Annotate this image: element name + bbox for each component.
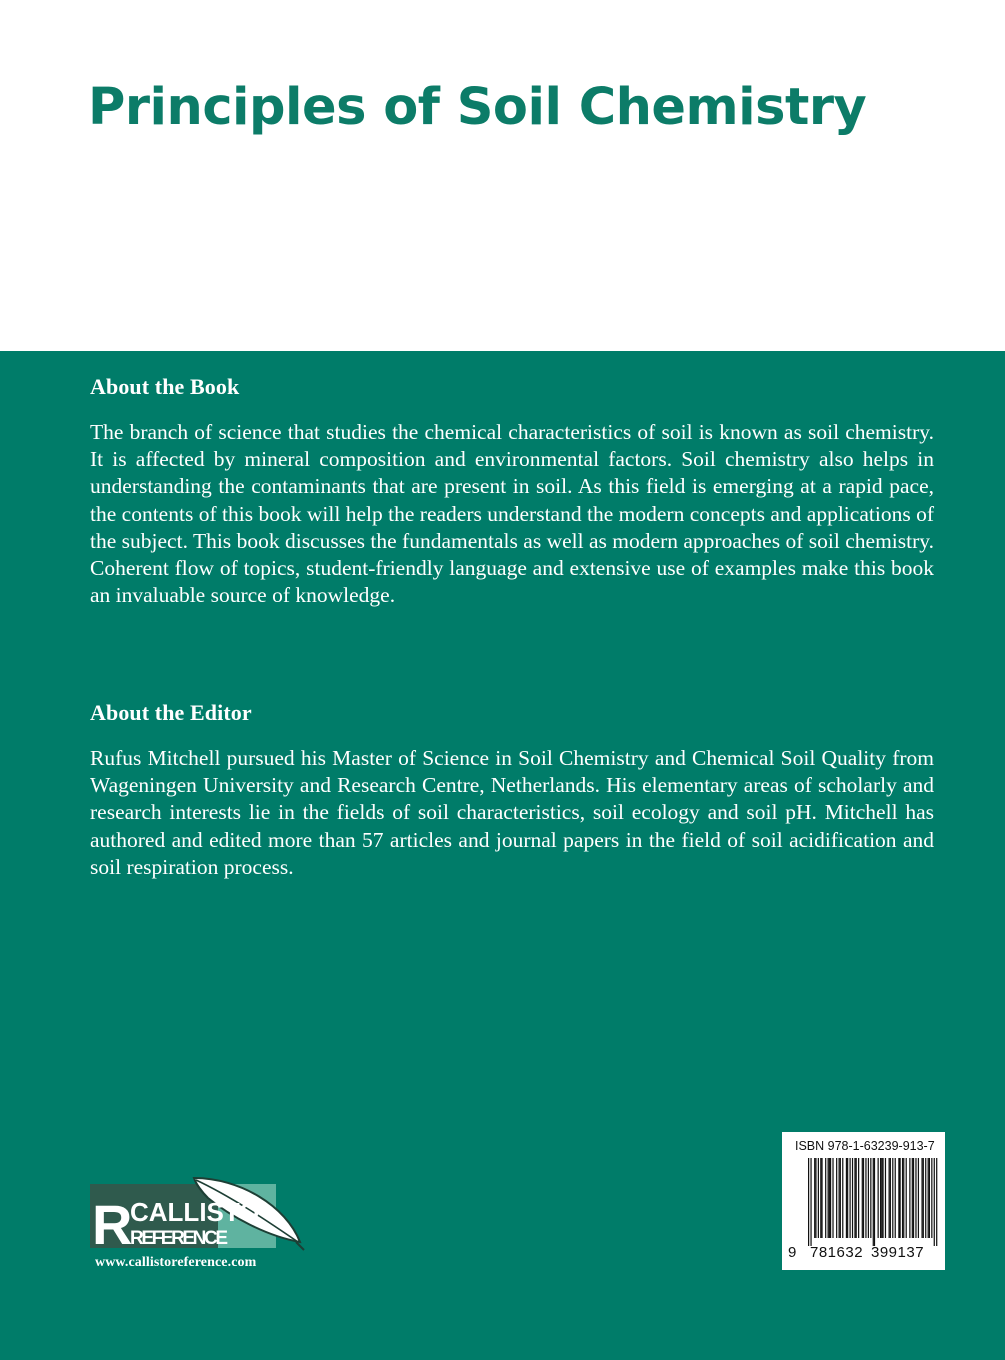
barcode-bar: [903, 1158, 904, 1238]
barcode-bar: [900, 1158, 901, 1238]
barcode-bar: [881, 1158, 882, 1238]
barcode-bar: [889, 1158, 890, 1238]
barcode-bar: [820, 1158, 821, 1238]
cover-top-area: [0, 0, 1005, 351]
about-book-heading: About the Book: [90, 374, 240, 399]
barcode-bar: [925, 1158, 926, 1238]
publisher-website: www.callistoreference.com: [95, 1255, 257, 1270]
barcode-bar: [931, 1158, 932, 1238]
barcode-bar: [808, 1158, 809, 1246]
barcode-bar: [912, 1158, 913, 1238]
barcode-bar: [921, 1158, 922, 1238]
barcode-bar: [902, 1158, 903, 1238]
barcode-bar: [849, 1158, 850, 1238]
barcode-bar: [852, 1158, 853, 1238]
barcode-bar: [828, 1158, 829, 1238]
barcode-bar: [818, 1158, 819, 1238]
about-editor-heading: About the Editor: [90, 700, 252, 725]
about-book-text: The branch of science that studies the chemical characteristics of soil is known as soil chemistry. It is affected by mineral composition and environmental factors. Soil chemistry also helps in understanding the contaminants that are present in soil. As this field is emerging at a rapid pace, the contents of this book will help the readers understand the modern concepts and applications of the subject. This book discusses the fundamentals as well as modern approaches of soil chemistry. Coherent flow of topics, student-friendly language and extensive use of examples make this book an invaluable source of knowledge.: [90, 420, 934, 608]
publisher-logo-graphic: [90, 1176, 310, 1256]
barcode-bar: [873, 1158, 874, 1246]
publisher-logo: [90, 1176, 310, 1256]
barcode-bar: [928, 1158, 929, 1238]
barcode-bar: [863, 1158, 864, 1238]
barcode-bar: [836, 1158, 837, 1238]
barcode-bar: [878, 1158, 879, 1238]
barcode-bar: [892, 1158, 893, 1238]
isbn-barcode: [782, 1132, 945, 1270]
barcode-bar: [913, 1158, 914, 1238]
barcode-bar: [830, 1158, 831, 1238]
barcode-bar: [870, 1158, 871, 1238]
barcode-bar: [918, 1158, 919, 1238]
barcode-bar: [936, 1158, 937, 1246]
barcode-bar: [929, 1158, 930, 1238]
barcode-bar: [829, 1158, 830, 1238]
barcode-bar: [832, 1158, 833, 1238]
barcode-bar: [858, 1158, 859, 1238]
logo-text-callisto: CALLISTO: [130, 1197, 260, 1227]
barcode-bar: [885, 1158, 886, 1238]
barcode-bar: [847, 1158, 848, 1238]
barcode-bar: [882, 1158, 883, 1238]
barcode-bar: [839, 1158, 840, 1238]
barcode-bar: [842, 1158, 843, 1238]
barcode-bar: [934, 1158, 935, 1246]
logo-text-reference: REFERENCE: [130, 1228, 228, 1249]
barcode-bar: [895, 1158, 896, 1238]
svg-text:R: R: [92, 1193, 133, 1256]
barcode-bar: [814, 1158, 815, 1238]
barcode-bar: [825, 1158, 826, 1238]
isbn-label: ISBN 978-1-63239-913-7: [795, 1139, 935, 1153]
barcode-bar: [898, 1158, 899, 1238]
barcode-bar: [856, 1158, 857, 1238]
barcode-bar: [890, 1158, 891, 1238]
book-title: Principles of Soil Chemistry: [88, 78, 867, 137]
barcode-bar: [868, 1158, 869, 1238]
barcode-digit-first: 9: [788, 1244, 797, 1261]
barcode-digit-group-1: 781632: [810, 1244, 864, 1261]
barcode-bar: [915, 1158, 916, 1238]
barcode-bar: [862, 1158, 863, 1238]
barcode-bar: [923, 1158, 924, 1238]
barcode-bar: [874, 1158, 875, 1246]
about-editor-text: Rufus Mitchell pursued his Master of Science in Soil Chemistry and Chemical Soil Quality from Wageningen University and Research Centre, Netherlands. His elementary areas of scholarly and research interests lie in the fields of soil characteristics, soil ecology and soil pH. Mitchell has authored and edited more than 57 articles and journal papers in the field of soil acidification and soil respiration process.: [90, 746, 934, 879]
barcode-bar: [815, 1158, 816, 1238]
barcode-bar: [846, 1158, 847, 1238]
barcode-digit-group-2: 399137: [871, 1244, 925, 1261]
barcode-bar: [906, 1158, 907, 1238]
barcode-bar: [840, 1158, 841, 1238]
barcode-bar: [865, 1158, 866, 1238]
barcode-bar: [810, 1158, 811, 1246]
barcode-bar: [909, 1158, 910, 1238]
barcode-bar: [854, 1158, 855, 1238]
barcode-bar: [821, 1158, 822, 1238]
barcode-bar: [880, 1158, 881, 1238]
